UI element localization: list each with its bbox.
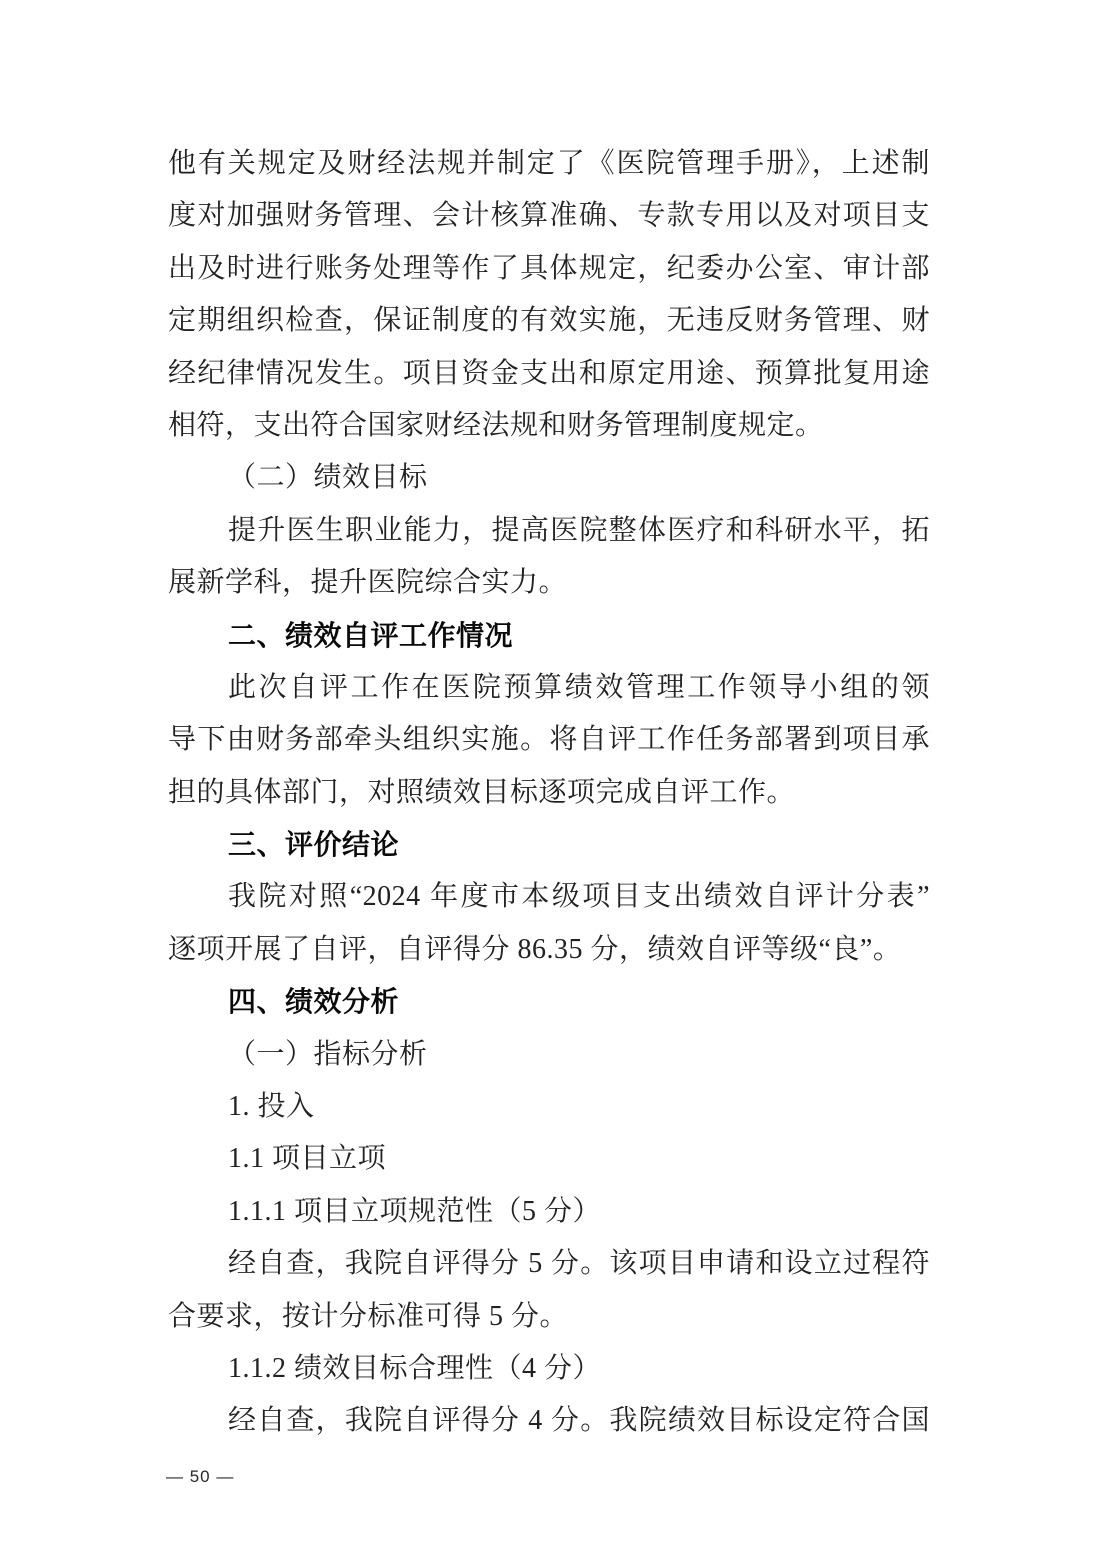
document-text (168, 138, 930, 1448)
text-line: 展新学科，提升医院综合实力。 (168, 567, 568, 599)
text-line: 逐项开展了自评，自评得分 86.35 分，绩效自评等级“良”。 (168, 933, 902, 965)
text-line: 他有关规定及财经法规并制定了《医院管理手册》，上述制 (168, 148, 930, 179)
text-line: 1. 投入 (228, 1091, 315, 1123)
text-line: （二）绩效目标 (228, 462, 428, 494)
text-line: 1.1 项目立项 (228, 1143, 387, 1175)
text-line: 度对加强财务管理、会计核算准确、专款专用以及对项目支 (168, 200, 930, 232)
section-heading: 四、绩效分析 (228, 986, 400, 1018)
text-line: 导下由财务部牵头组织实施。将自评工作任务部署到项目承 (168, 724, 930, 756)
text-line: 经纪律情况发生。项目资金支出和原定用途、预算批复用途 (168, 357, 930, 389)
text-line: 相符，支出符合国家财经法规和财务管理制度规定。 (168, 409, 824, 441)
text-line: （一）指标分析 (228, 1038, 428, 1070)
section-heading: 三、评价结论 (228, 829, 400, 861)
text-line: 1.1.1 项目立项规范性（5 分） (228, 1195, 602, 1227)
text-line: 合要求，按计分标准可得 5 分。 (168, 1300, 569, 1332)
text-line: 提升医生职业能力，提高医院整体医疗和科研水平，拓 (228, 514, 930, 546)
text-line: 1.1.2 绩效目标合理性（4 分） (228, 1352, 602, 1384)
text-line: 出及时进行账务处理等作了具体规定，纪委办公室、审计部 (168, 252, 930, 284)
text-line: 我院对照“2024 年度市本级项目支出绩效自评计分表” (228, 881, 930, 913)
text-line: 此次自评工作在医院预算绩效管理工作领导小组的领 (228, 671, 930, 703)
page-number: — 50 — (166, 1467, 235, 1486)
text-line: 定期组织检查，保证制度的有效实施，无违反财务管理、财 (168, 305, 930, 337)
section-heading: 二、绩效自评工作情况 (228, 619, 514, 651)
text-line: 担的具体部门，对照绩效目标逐项完成自评工作。 (168, 776, 796, 808)
text-line: 经自查，我院自评得分 5 分。该项目申请和设立过程符 (228, 1248, 930, 1280)
text-line: 经自查，我院自评得分 4 分。我院绩效目标设定符合国 (228, 1405, 930, 1437)
